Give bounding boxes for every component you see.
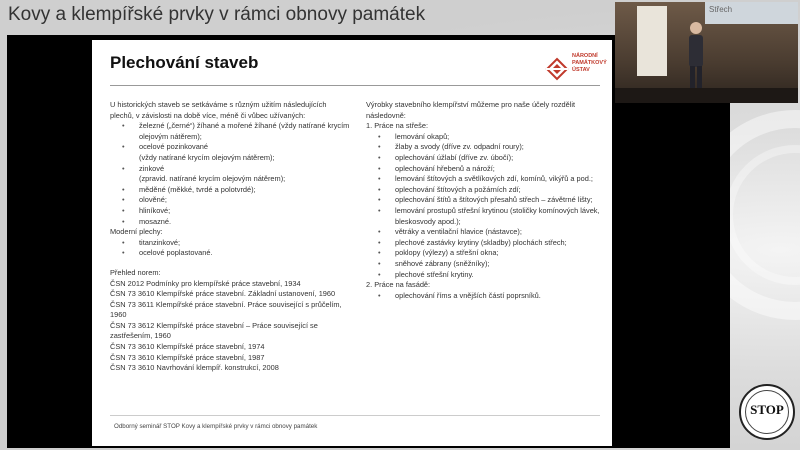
npu-logo-icon: [545, 57, 569, 81]
list-item: • ocelové pozinkované: [110, 142, 350, 153]
slide: [92, 40, 612, 446]
room-floor: [615, 88, 798, 103]
stop-seal-label: STOP: [750, 402, 784, 417]
list-item-note: (vždy natírané krycím olejovým nátěrem);: [139, 152, 275, 162]
stop-seal-logo: [739, 384, 795, 440]
list-item: • větráky a ventilační hlavice (nástavce);: [366, 227, 602, 238]
projection-screen: [705, 2, 798, 24]
facade-work-list: [366, 291, 602, 302]
norms-heading: Přehled norem:: [110, 267, 161, 277]
norm-item: ČSN 73 3610 Navrhování klempíř. konstrukcí, 2008: [110, 363, 279, 373]
right-intro: Výrobky stavebního klempířství můžeme pro naše účely rozdělit následovně:: [366, 100, 576, 120]
facade-heading: 2. Práce na fasádě:: [366, 280, 431, 290]
roof-heading: 1. Práce na střeše:: [366, 121, 429, 131]
list-item: • olověné;: [110, 195, 350, 206]
list-item: • ocelové poplastované.: [110, 248, 350, 259]
norm-item: ČSN 2012 Podmínky pro klempířské práce stavební, 1934: [110, 278, 301, 288]
list-item-note: (zpravid. natírané krycím olejovým nátěrem);: [139, 174, 286, 184]
norm-item: ČSN 73 3611 Klempířské práce stavební. Práce související s průčelím, 1960: [110, 299, 342, 320]
projection-screen-text: Střech: [709, 5, 733, 14]
norm-item: ČSN 73 3610 Klempířské práce stavební, 1974: [110, 342, 265, 352]
list-item: • lemování okapů;: [366, 132, 602, 143]
list-item: • mosazné.: [110, 217, 350, 228]
list-item: • železné („černé“) žíhané a mořené žíhané (vždy natírané krycím olejovým nátěrem);: [110, 121, 350, 142]
list-item: • sněhové zábrany (sněžníky);: [366, 259, 602, 270]
modern-sheet-list: [110, 238, 350, 259]
list-item: • hliníkové;: [110, 206, 350, 217]
list-item: • oplechování štítových a požárních zdí;: [366, 185, 602, 196]
footer-divider: [110, 415, 600, 416]
norm-item: ČSN 73 3610 Klempířské práce stavební, 1987: [110, 352, 265, 362]
list-item: • poklopy (výlezy) a střešní okna;: [366, 248, 602, 259]
norm-item: ČSN 73 3610 Klempířské práce stavební. Základní ustanovení, 1960: [110, 289, 336, 299]
title-divider: [110, 85, 600, 86]
list-item: • plechové zastávky krytiny (skladby) plochách střech;: [366, 238, 602, 249]
right-column: [366, 100, 602, 301]
list-item: • oplechování úžlabí (dříve zv. úbočí);: [366, 153, 602, 164]
metal-sheet-list: [110, 121, 350, 227]
roll-up-banner: [637, 6, 667, 76]
left-intro: U historických staveb se setkáváme s různým užitím následujících plechů, v závislosti na době více, méně či vůbec užívaných:: [110, 100, 327, 120]
slide-footer: Odborný seminář STOP Kovy a klempířské prvky v rámci obnovy památek: [114, 423, 318, 430]
npu-logo: [545, 53, 605, 85]
slide-title: Plechování staveb: [110, 53, 259, 72]
left-column: [110, 100, 350, 374]
list-item: • plechové střešní krytiny.: [366, 270, 602, 281]
roof-work-list: [366, 132, 602, 280]
list-item: • zinkové: [110, 164, 350, 175]
list-item: • oplechování říms a vnějších částí poprsníků.: [366, 291, 602, 302]
norm-item: ČSN 73 3612 Klempířské práce stavební – Práce související se zastřešením, 1960: [110, 320, 318, 341]
list-item: • lemování štítových a světlíkových zdí, komínů, vikýřů a pod.;: [366, 174, 602, 185]
modern-heading: Moderní plechy:: [110, 227, 163, 237]
list-item: • žlaby a svody (dříve zv. odpadní roury);: [366, 142, 602, 153]
speaker-video-inset: [615, 2, 798, 103]
presentation-title: Kovy a klempířské prvky v rámci obnovy památek: [8, 4, 426, 25]
list-item: • oplechování štítů a štítových přesahů střech – závětrné lišty;: [366, 195, 602, 206]
list-item: • měděné (měkké, tvrdé a polotvrdé);: [110, 185, 350, 196]
npu-logo-text: NÁRODNÍ PAMÁTKOVÝ ÚSTAV: [572, 53, 607, 73]
list-item: • titanzinkové;: [110, 238, 350, 249]
list-item: • lemování prostupů střešní krytinou (stoličky komínových lávek, bleskosvody apod.);: [366, 206, 602, 227]
list-item: • oplechování hřebenů a nároží;: [366, 164, 602, 175]
